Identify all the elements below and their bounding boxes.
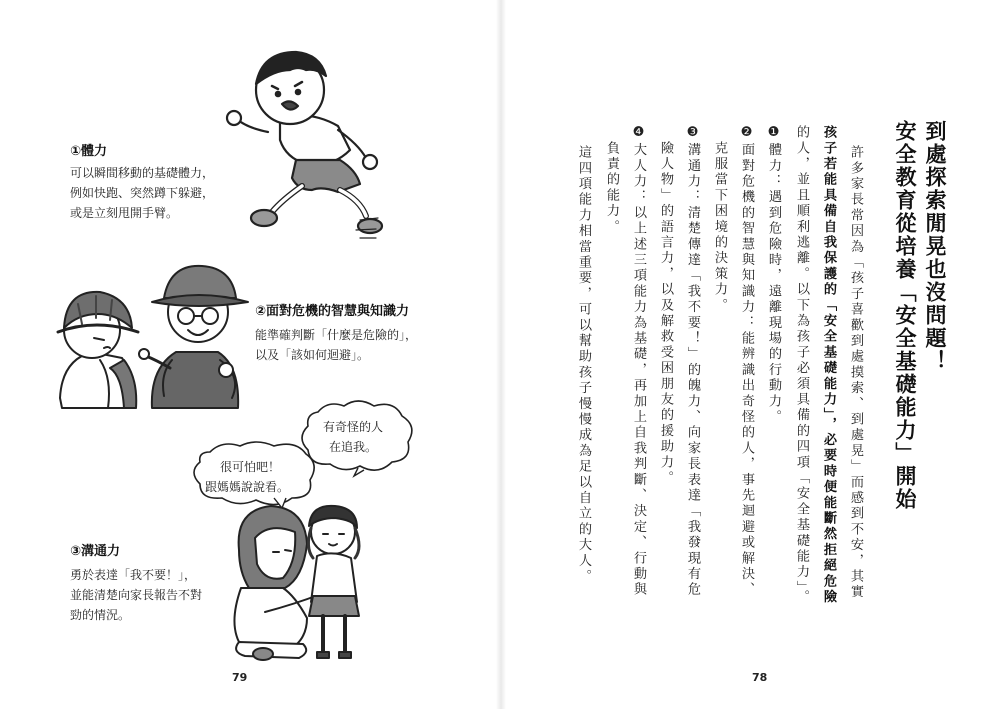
body-column: 的人，並且順利逃離。以下為孩子必須具備的四項「安全基礎能力」。	[794, 125, 809, 606]
body-column: ❹大人力：以上述三項能力為基礎，再加上自我判斷、決定、行動與	[631, 125, 646, 598]
body-column: ❸溝通力：清楚傳達「我不要！」的魄力、向家長表達「我發現有危	[685, 125, 700, 598]
body-column: ❶體力：遇到危險時，遠離現場的行動力。	[766, 125, 781, 426]
child-bubble-line: 在追我。	[329, 440, 378, 454]
mother-daughter-illustration	[225, 492, 380, 662]
kids-with-hats-illustration	[52, 248, 252, 418]
caption-title-communication: ③溝通力	[70, 544, 121, 559]
caption-line: 例如快跑、突然蹲下躲避，	[70, 186, 215, 200]
parent-bubble-line: 跟媽媽說說看。	[205, 480, 290, 494]
caption-line: 可以瞬間移動的基礎體力，	[70, 166, 215, 180]
chapter-title-line-1: 到處探索閒晃也沒問題！	[923, 120, 947, 373]
caption-line: 並能清楚向家長報告不對	[70, 588, 203, 602]
caption-line: 以及「該如何迴避」。	[255, 348, 370, 362]
parent-bubble-line: 很可怕吧！	[220, 460, 281, 474]
page-number-right: 78	[752, 671, 768, 684]
body-column: 克服當下困境的決策力。	[712, 125, 727, 314]
body-column: 許多家長常因為「孩子喜歡到處摸索、到處晃」而感到不安，其實	[848, 145, 863, 601]
body-column: ❷面對危機的智慧與知識力：能辨識出奇怪的人，事先迴避或解決、	[739, 125, 754, 598]
body-column: 負責的能力。	[604, 125, 619, 235]
body-column-conclusion: 這四項能力相當重要，可以幫助孩子慢慢成為足以自立的大人。	[576, 145, 591, 585]
body-column-bold: 孩子若能具備自我保護的「安全基礎能力」，必要時便能斷然拒絕危險	[821, 125, 836, 606]
running-boy-illustration	[210, 40, 410, 240]
caption-title-strength: ①體力	[70, 144, 108, 159]
page-number-left: 79	[232, 671, 248, 684]
body-column: 險人物」的語言力，以及解救受困朋友的援助力。	[658, 125, 673, 487]
caption-title-wisdom: ②面對危機的智慧與知識力	[255, 304, 410, 319]
caption-line: 勁的情況。	[70, 608, 131, 622]
caption-line: 或是立刻甩開手臂。	[70, 206, 179, 220]
child-bubble-line: 有奇怪的人	[323, 420, 384, 434]
caption-line: 勇於表達「我不要！」，	[70, 568, 197, 582]
book-gutter	[496, 0, 506, 709]
chapter-title-line-2: 安全教育從培養「安全基礎能力」開始	[893, 120, 917, 511]
caption-line: 能準確判斷「什麼是危險的」，	[255, 328, 418, 342]
